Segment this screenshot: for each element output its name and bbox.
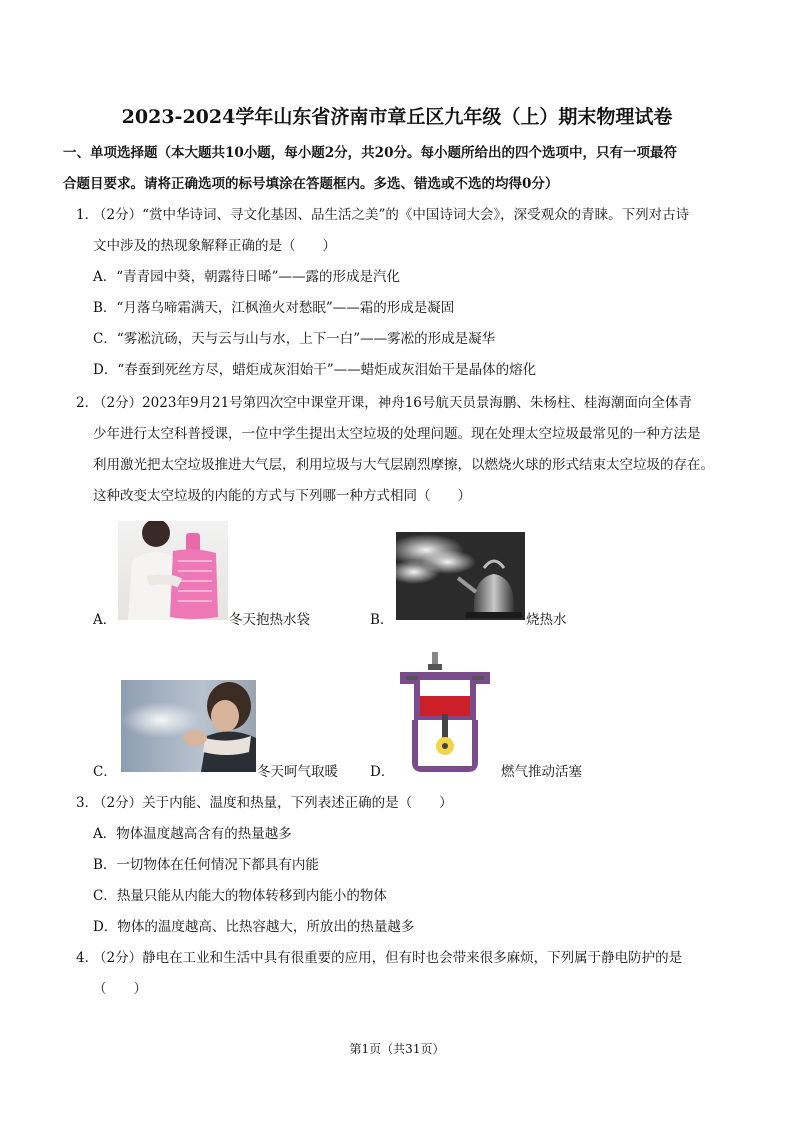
section-heading-line2: 合题目要求。请将正确选项的标号填涂在答题框内。多选、错选或不选的均得0分） <box>63 176 559 192</box>
q3-number: 3． <box>76 795 99 811</box>
q2-stem-line3: 利用激光把太空垃圾推进大气层，利用垃圾与大气层剧烈摩擦，以燃烧火球的形式结束太空垃圾的存在。 <box>93 457 714 473</box>
q1-option-a: A．“青青园中葵，朝露待日晞”——露的形成是汽化 <box>93 269 401 285</box>
breathing-hands-image <box>121 680 256 772</box>
q2-stem-line1: （2分）2023年9月21号第四次空中课堂开课，神舟16号航天员景海鹏、朱杨柱、桂海潮面向全体青 <box>93 395 692 411</box>
q2-option-d-letter: D． <box>370 764 395 780</box>
q3-option-d: D．物体的温度越高、比热容越大，所放出的热量越多 <box>93 919 415 935</box>
q4-stem-line2: （ ） <box>93 981 147 997</box>
q2-option-a-letter: A． <box>93 612 117 628</box>
q3-option-c: C．热量只能从内能大的物体转移到内能小的物体 <box>93 888 387 904</box>
page-footer: 第1页（共31页） <box>349 1042 445 1056</box>
section-heading-line1: 一、单项选择题（本大题共10小题，每小题2分，共20分。每小题所给出的四个选项中，只有一项最符 <box>63 145 677 161</box>
q4-stem-line1: （2分）静电在工业和生活中具有很重要的应用，但有时也会带来很多麻烦，下列属于静电防护的是 <box>93 950 683 966</box>
kettle-image <box>396 532 525 620</box>
q1-option-b: B．“月落乌啼霜满天，江枫渔火对愁眠”——霜的形成是凝固 <box>93 300 455 316</box>
q2-option-b-letter: B． <box>370 612 394 628</box>
q2-stem-line4: 这种改变太空垃圾的内能的方式与下列哪一种方式相同（ ） <box>93 488 471 504</box>
q1-stem-line1: （2分）“赏中华诗词、寻文化基因、品生活之美”的《中国诗词大会》，深受观众的青睐。下列对古诗 <box>93 207 690 223</box>
q2-stem-line2: 少年进行太空科普授课，一位中学生提出太空垃圾的处理问题。现在处理太空垃圾最常见的一种方法是 <box>93 426 701 442</box>
q4-number: 4． <box>76 950 99 966</box>
q2-option-c-letter: C． <box>93 764 117 780</box>
q2-option-a-caption: 冬天抱热水袋 <box>229 612 310 628</box>
q1-option-c: C．“雾凇沆砀，天与云与山与水，上下一白”——雾凇的形成是凝华 <box>93 331 496 347</box>
page-title: 2023-2024学年山东省济南市章丘区九年级（上）期末物理试卷 <box>121 106 673 128</box>
q1-number: 1． <box>76 207 99 223</box>
q3-option-a: A．物体温度越高含有的热量越多 <box>93 826 292 842</box>
q2-option-d-caption: 燃气推动活塞 <box>501 764 582 780</box>
q3-stem: （2分）关于内能、温度和热量，下列表述正确的是（ ） <box>93 795 453 811</box>
q3-option-b: B．一切物体在任何情况下都具有内能 <box>93 857 319 873</box>
q1-option-d: D．“春蚕到死丝方尽，蜡炬成灰泪始干”——蜡炬成灰泪始干是晶体的熔化 <box>93 362 537 378</box>
q2-option-c-caption: 冬天呵气取暖 <box>257 764 338 780</box>
q2-option-b-caption: 烧热水 <box>526 612 567 628</box>
q1-stem-line2: 文中涉及的热现象解释正确的是（ ） <box>93 238 336 254</box>
hot-water-bag-image <box>118 521 228 620</box>
q2-number: 2． <box>76 395 99 411</box>
engine-diagram-image <box>390 650 500 775</box>
